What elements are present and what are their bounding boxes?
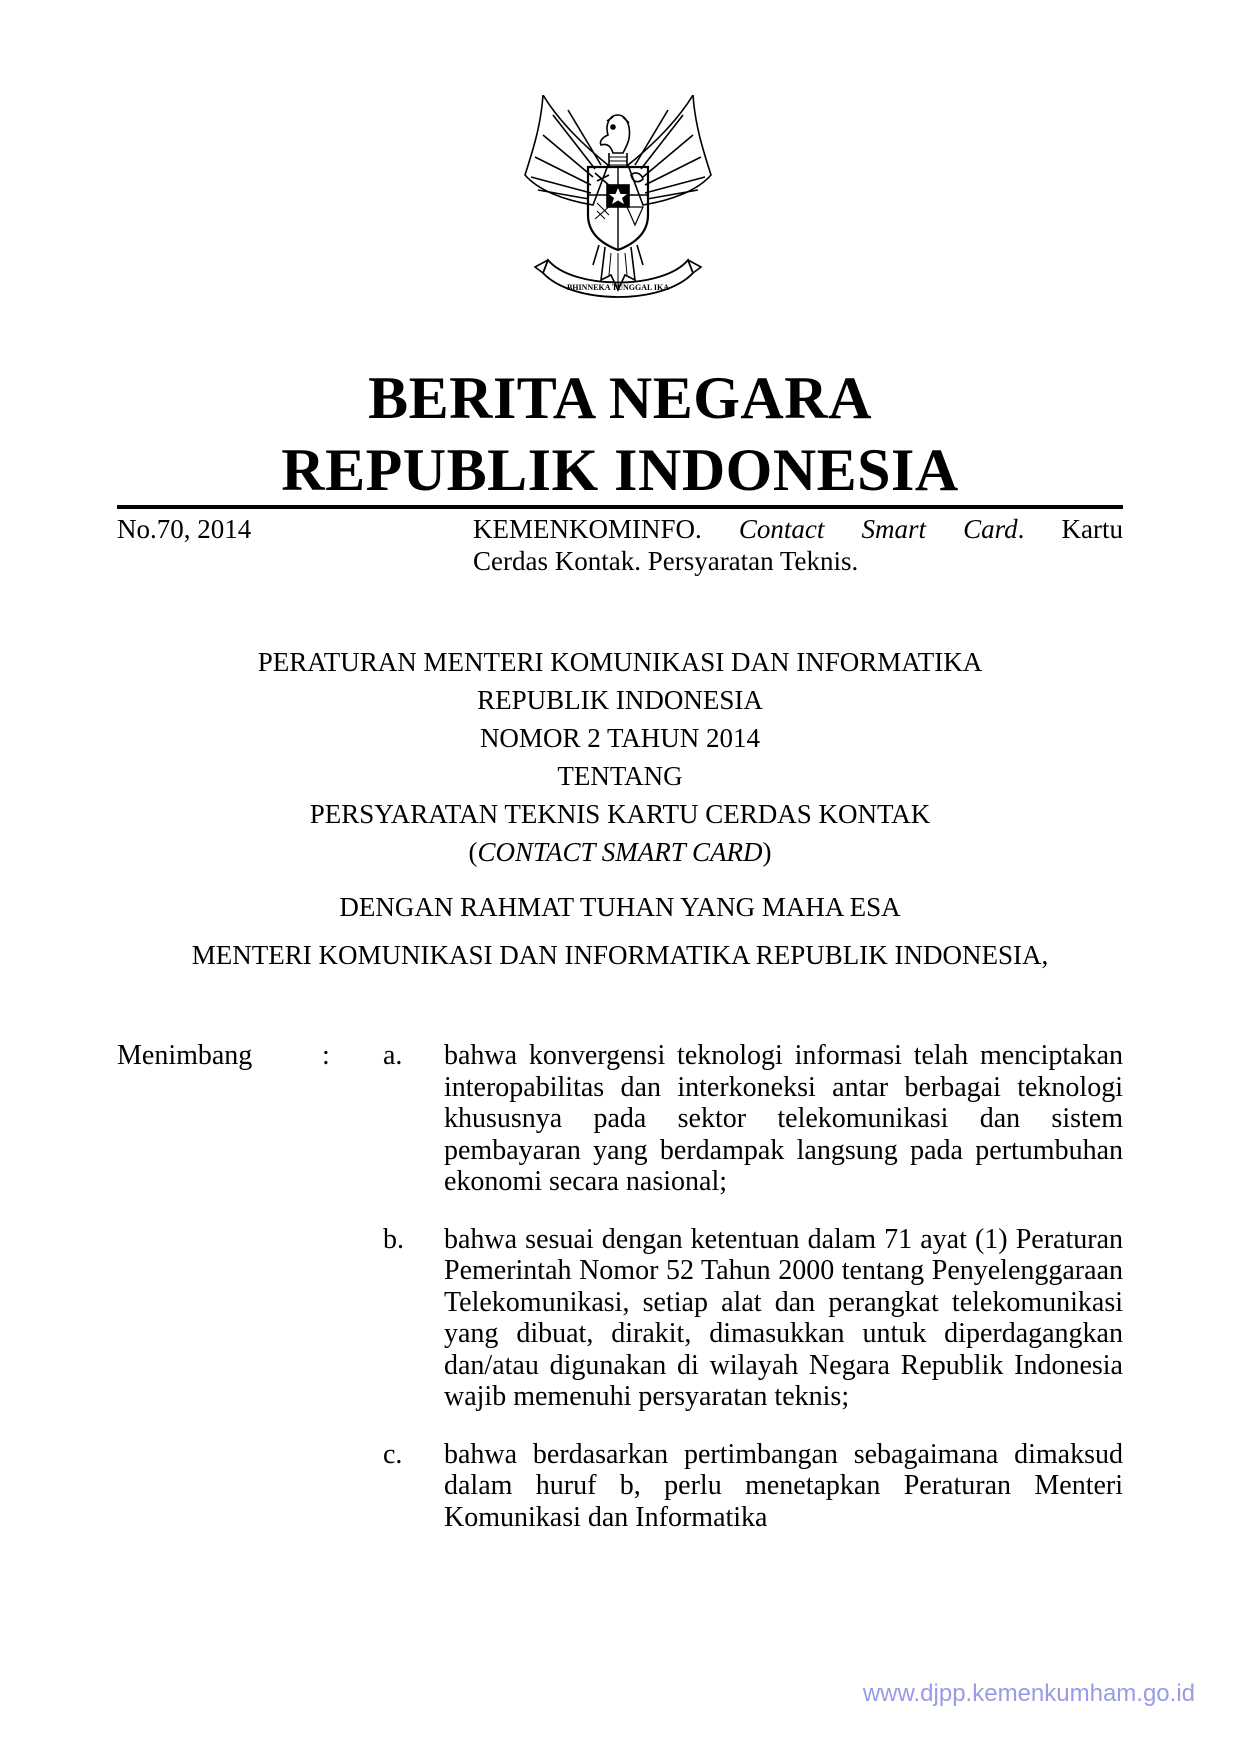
- considering-item: [117, 1040, 1123, 1198]
- topic-italic: Contact Smart Card: [738, 514, 1018, 544]
- garuda-emblem-icon: [513, 95, 723, 310]
- svg-text:BHINNEKA TUNGGAL IKA: BHINNEKA TUNGGAL IKA: [566, 283, 670, 292]
- regulation-title: [0, 643, 1240, 871]
- considering-item: [117, 1224, 1123, 1413]
- regulation-line-3: NOMOR 2 TAHUN 2014: [479, 723, 761, 753]
- considering-section: [117, 1040, 1123, 1533]
- masthead-divider: [117, 505, 1123, 509]
- masthead-line-2: REPUBLIK INDONESIA: [281, 437, 959, 503]
- topic-prefix: KEMENKOMINFO.: [473, 514, 702, 544]
- considering-item: [117, 1439, 1123, 1534]
- regulation-line-2: REPUBLIK INDONESIA: [477, 685, 763, 715]
- regulation-line-6: (CONTACT SMART CARD): [468, 837, 772, 867]
- footer-url[interactable]: www.djpp.kemenkumham.go.id: [862, 1680, 1195, 1707]
- item-letter: a.: [383, 1040, 403, 1071]
- topic-line1-suffix: . Kartu: [1017, 514, 1123, 544]
- regulation-line-5: PERSYARATAN TEKNIS KARTU CERDAS KONTAK: [309, 799, 931, 829]
- regulation-line-6-italic: CONTACT SMART CARD: [477, 837, 763, 867]
- item-text: bahwa konvergensi teknologi informasi telah menciptakan interopabilitas dan interkoneksi antar berbagai teknologi khususnya pada sektor telekomunikasi dan sistem pembayaran yang berdampak langsung pada pertumbuhan ekonomi secara nasional;: [444, 1040, 1123, 1197]
- item-letter: b.: [383, 1223, 404, 1255]
- considering-colon: :: [322, 1040, 330, 1071]
- topic-line-2: Cerdas Kontak. Persyaratan Teknis.: [473, 546, 859, 576]
- masthead-line-1: BERITA NEGARA: [368, 365, 872, 431]
- regulation-line-4: TENTANG: [557, 761, 683, 791]
- preamble-line-1: DENGAN RAHMAT TUHAN YANG MAHA ESA: [339, 892, 901, 922]
- item-letter: c.: [383, 1438, 403, 1470]
- item-text: bahwa berdasarkan pertimbangan sebagaimana dimaksud dalam huruf b, perlu menetapkan Peraturan Menteri Komunikasi dan Informatika: [444, 1438, 1123, 1533]
- considering-label: Menimbang: [117, 1040, 253, 1071]
- preamble: [0, 883, 1240, 979]
- gazette-topic: [473, 513, 1123, 577]
- gazette-number: No.70, 2014: [117, 514, 252, 544]
- regulation-line-1: PERATURAN MENTERI KOMUNIKASI DAN INFORMATIKA: [257, 647, 983, 677]
- item-text: bahwa sesuai dengan ketentuan dalam 71 ayat (1) Peraturan Pemerintah Nomor 52 Tahun 2000 tentang Penyelenggaraan Telekomunikasi, setiap alat dan perangkat telekomunikasi yang dibuat, dirakit, dimasukkan untuk diperdagangkan dan/atau digunakan di wilayah Negara Republik Indonesia wajib memenuhi persyaratan teknis;: [444, 1223, 1123, 1412]
- preamble-line-2: MENTERI KOMUNIKASI DAN INFORMATIKA REPUBLIK INDONESIA,: [191, 940, 1049, 970]
